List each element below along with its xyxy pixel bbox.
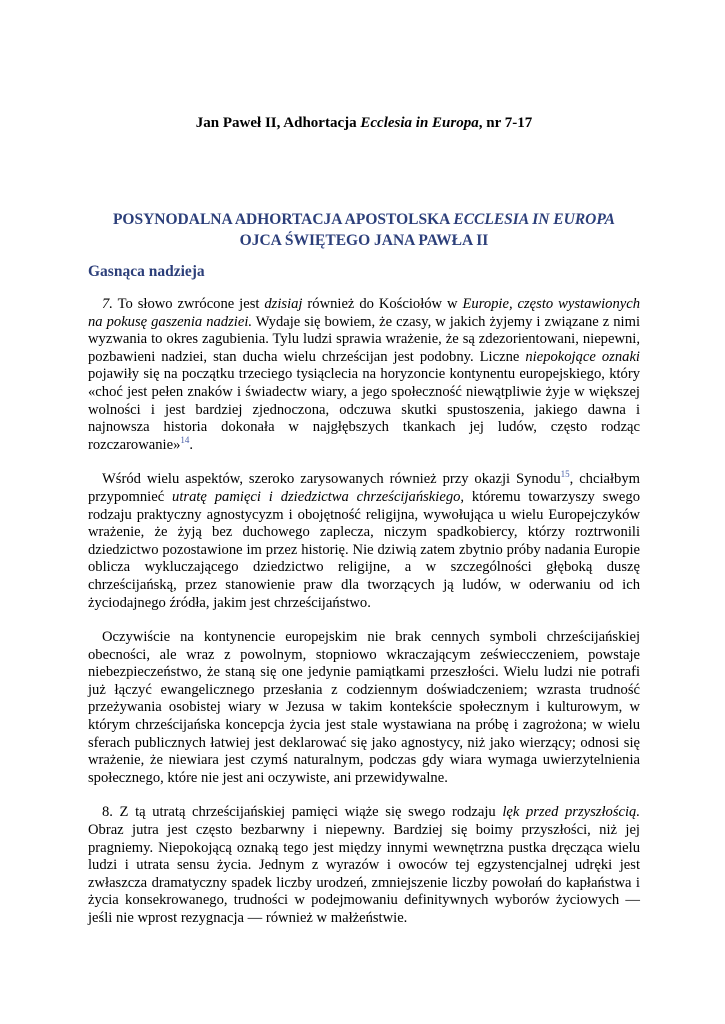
header-italic-title: Ecclesia in Europa xyxy=(360,115,479,131)
paragraph-8 xyxy=(88,804,640,927)
title-line-1-prefix: POSYNODALNA ADHORTACJA APOSTOLSKA xyxy=(112,211,454,228)
text-run: To słowo zwrócone jest xyxy=(112,296,265,312)
text-run: Obraz jutra jest często bezbarwny i niepewny. Bardziej się boimy przyszłości, niż jej pragniemy. Niepokojącą oznaką tego jest między innymi wewnętrzna pustka dręcząca wielu ludzi i utrata sensu życia. Jednym z wyrazów i owoców tej egzystencjalnej udręki jest zwłaszcza dramatyczny spadek liczby urodzeń, zmniejszenie liczby powołań do kapłaństwa i życia konsekrowanego, trudności w podejmowaniu definitywnych wyborów życiowych — jeśli nie wprost rezygnacja — również w małżeństwie. xyxy=(88,822,640,926)
text-run: . xyxy=(189,436,194,453)
text-run: Wśród wielu aspektów, szeroko zarysowanych również przy okazji Synodu xyxy=(102,471,561,488)
paragraph-7c: Oczywiście na kontynencie europejskim nie brak cennych symboli chrześcijańskiej obecności, ale wraz z powolnym, stopniowo wkraczającym zeświecczeniem, powstaje niebezpieczeństwo, że staną się one jedynie pamiątkami przeszłości. Wielu ludzi nie potrafi już łączyć ewangelicznego przesłania z codziennym doświadczeniem; wzrasta trudność przeżywania osobistej wiary w Jezusa w takim kontekście społecznym i kulturowym, w którym chrześcijańska koncepcja życia jest stale wystawiana na próbę i zagrożona; w wielu sferach publicznych łatwiej jest deklarować się jako agnostycy, niż jako wierzący; odnosi się wrażenie, że niewiara jest czymś naturalnym, podczas gdy wiara wymaga uwierzytelnienia społecznego, które nie jest ani oczywiste, ani przewidywalne. xyxy=(88,629,640,786)
paragraph-7 xyxy=(88,296,640,454)
section-heading: Gasnąca nadzieja xyxy=(88,263,205,280)
paragraph-number: 7. xyxy=(102,296,113,312)
text-run: 8. Z tą utratą chrześcijańskiej pamięci wiąże się swego rodzaju xyxy=(102,804,503,821)
italic-run: niepokojące oznaki xyxy=(525,348,640,365)
footnote-ref-15[interactable]: 15 xyxy=(560,469,570,480)
text-run: , chciałbym przypomnieć xyxy=(88,471,640,505)
document-header xyxy=(88,115,640,132)
text-run: Wydaje się bowiem, że czasy, w jakich żyjemy i związane z nimi wyzwania to okres zagubienia. Tylu ludzi sprawia wrażenie, że są zdezorientowani, niepewni, pozbawieni nadziei, stan ducha wielu chrześcijan jest podobny. Liczne xyxy=(88,313,640,365)
italic-run: lęk przed przyszłością. xyxy=(502,804,640,821)
paragraph-7b xyxy=(88,471,640,612)
header-prefix: Jan Paweł II, Adhortacja xyxy=(195,115,361,131)
body-text xyxy=(88,296,640,945)
text-run: pojawiły się na początku trzeciego tysiąclecia na horyzoncie kontynentu europejskiego, który «choć jest pełen znaków i świadectw wiary, a jego społeczność niewątpliwie żyje w większej wolności i jest bardziej zjednoczona, odczuwa skutki spustoszenia, jakiego dawna i najnowsza historia dokonała w najgłębszych tkankach jej ludów, często rodząc rozczarowanie» xyxy=(88,366,640,453)
document-title xyxy=(88,209,640,251)
title-line-2: OJCA ŚWIĘTEGO JANA PAWŁA II xyxy=(239,232,489,249)
italic-run: Europie, często wystawionych na pokusę gaszenia nadziei. xyxy=(88,296,640,330)
header-suffix: , nr 7-17 xyxy=(478,115,533,131)
text-run: któremu towarzyszy swego rodzaju praktyczny agnostycyzm i obojętność religijna, wywołująca u wielu Europejczyków wrażenie, że żyją bez duchowego zaplecza, niczym spadkobiercy, którzy roztrwonili dziedzictwo pozostawione im przez historię. Nie dziwią zatem zbytnio próby nadania Europie oblicza wykluczającego dziedzictwo religijne, a w szczególności głęboką duszę chrześcijańską, przez stanowienie praw dla tworzących ją ludów, w oderwaniu od ich życiodajnego źródła, jakim jest chrześcijaństwo. xyxy=(88,488,640,611)
text-run: również do Kościołów w xyxy=(302,296,463,312)
footnote-ref-14[interactable]: 14 xyxy=(180,434,190,445)
title-line-1-italic: ECCLESIA IN EUROPA xyxy=(453,211,616,228)
italic-run: dzisiaj xyxy=(264,296,303,312)
italic-run: utratę pamięci i dziedzictwa chrześcijańskiego, xyxy=(172,488,465,505)
title-line-1 xyxy=(88,209,640,230)
